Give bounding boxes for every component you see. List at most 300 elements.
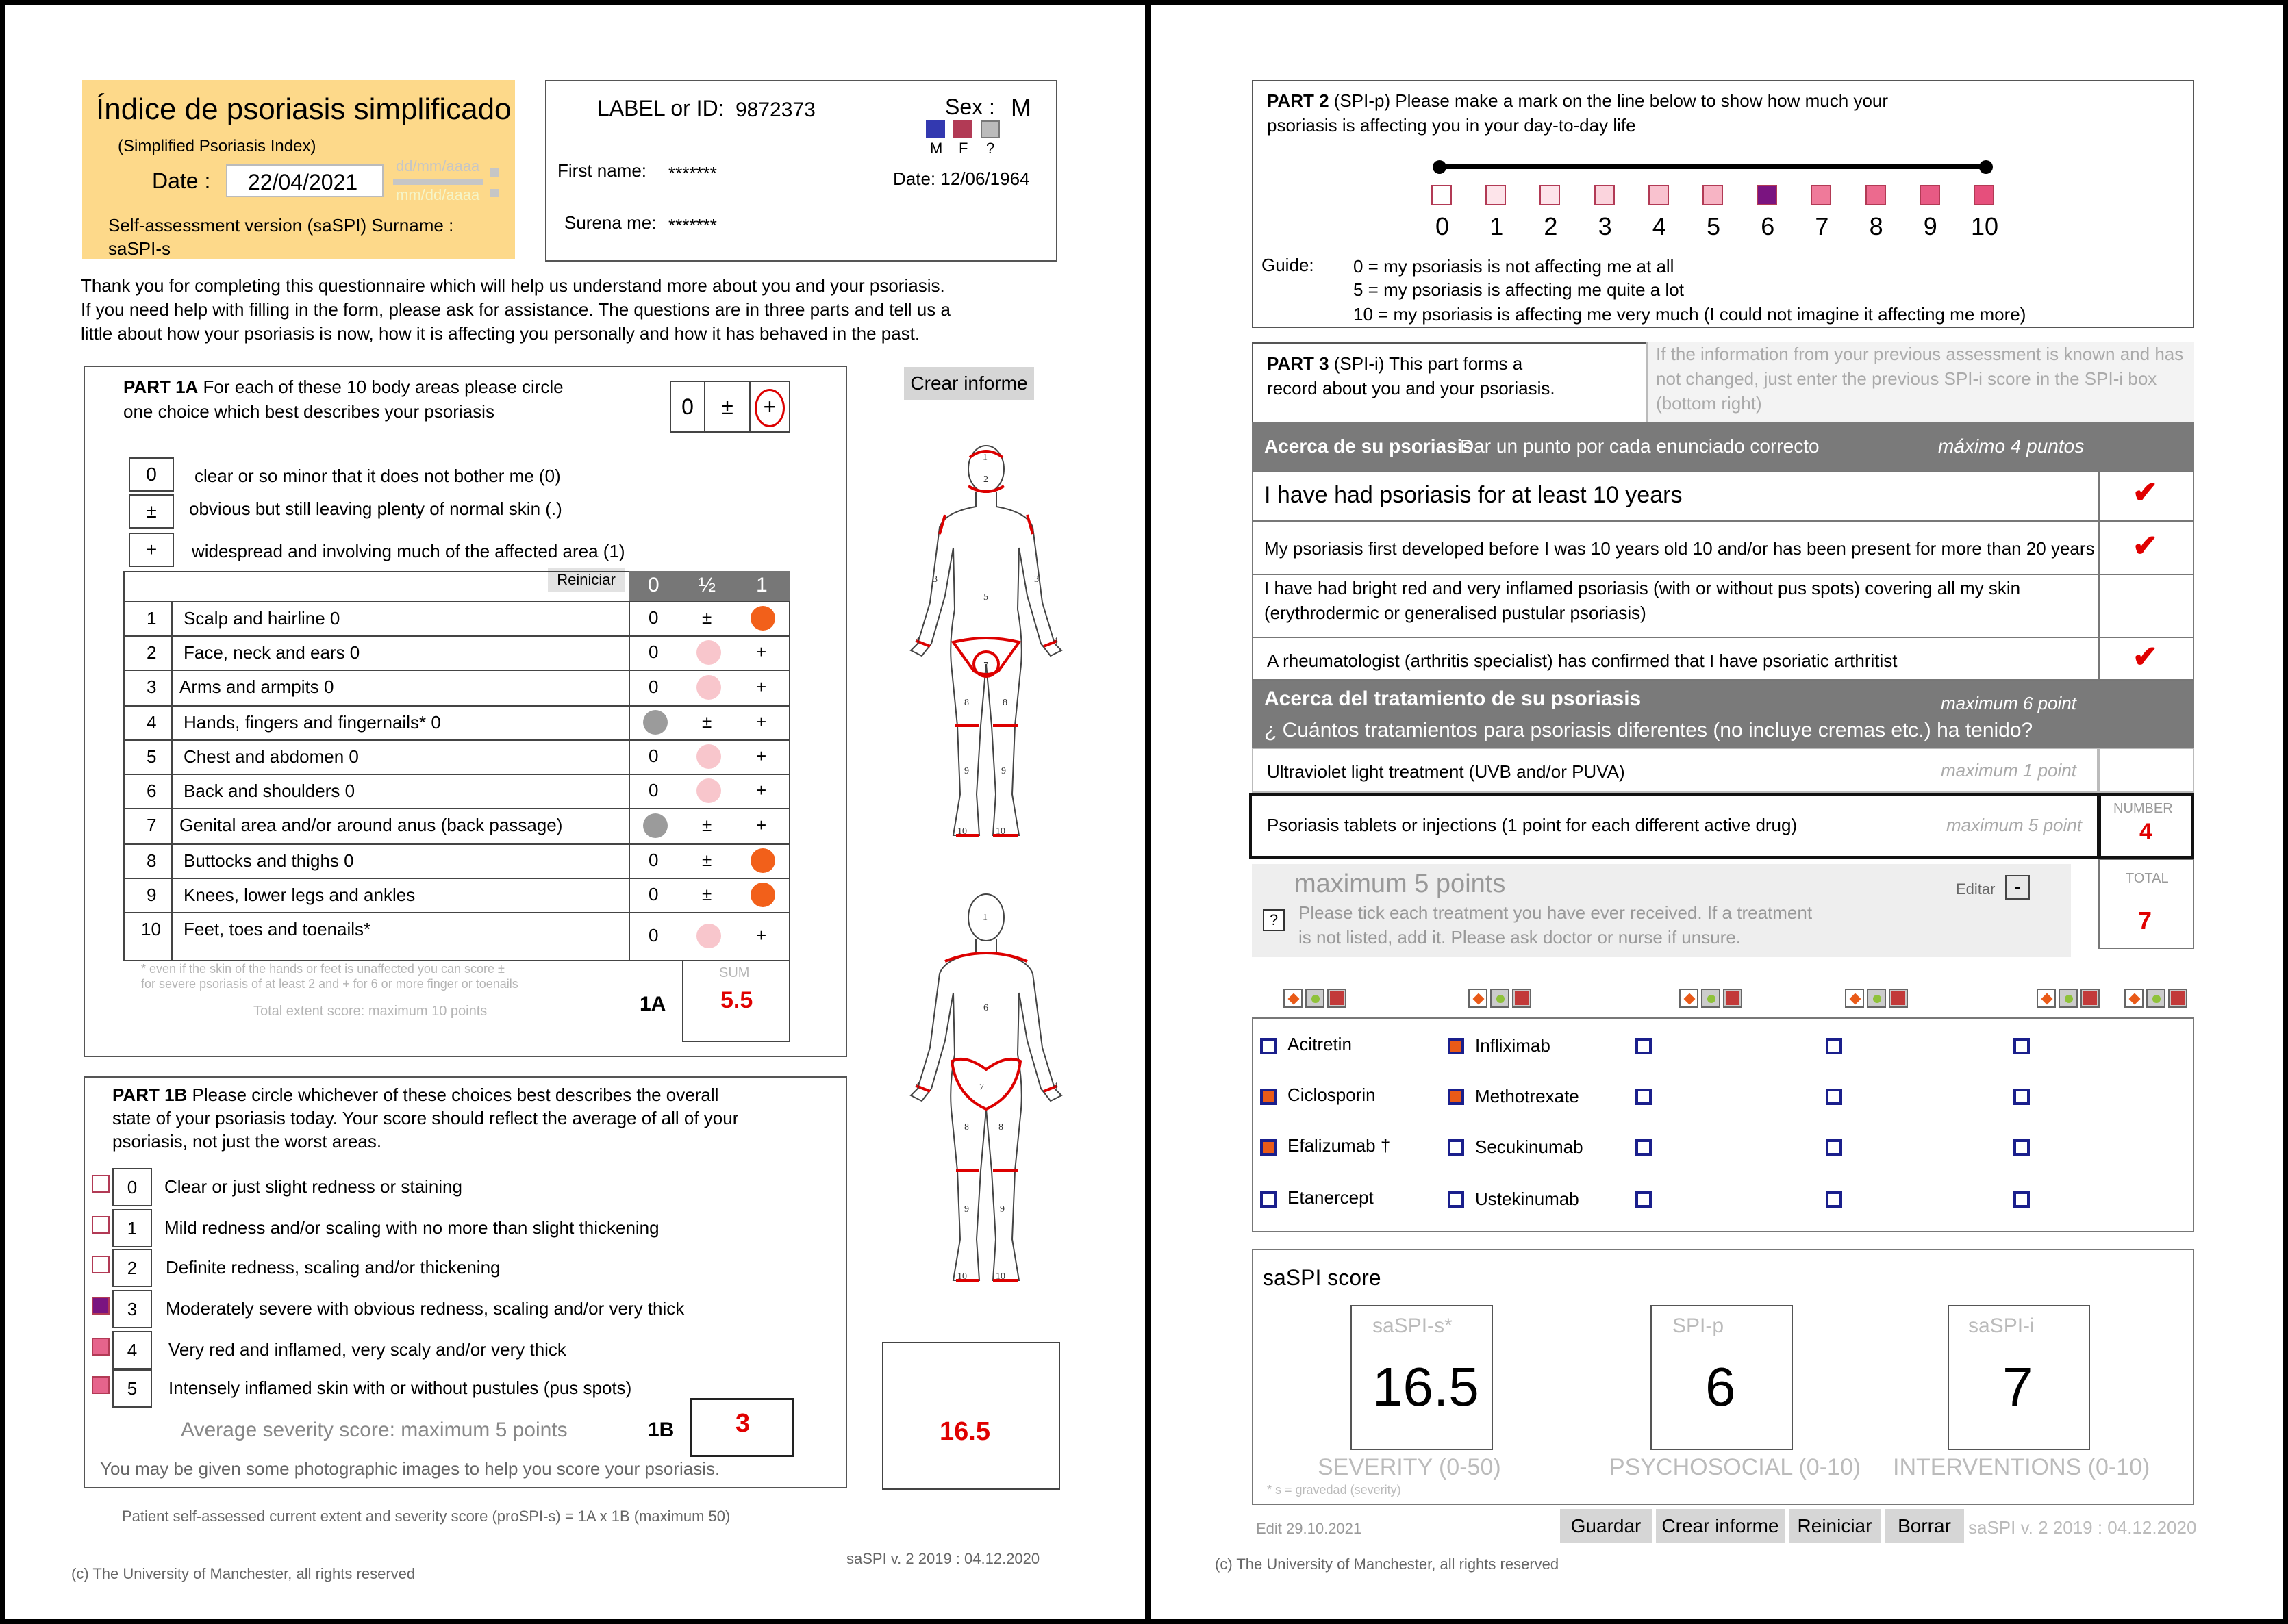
drug-toolbar-square-icon [1330, 991, 1344, 1005]
body-num-8b: 8 [1003, 698, 1007, 708]
statement-sep-2 [1252, 574, 2194, 575]
drug-toolbar-square-button[interactable] [1327, 989, 1346, 1008]
vas-label: 3 [1598, 212, 1612, 240]
area-choice[interactable]: 0 [649, 676, 659, 697]
part1b-text-3: psoriasis, not just the worst areas. [112, 1131, 382, 1152]
area-choice-selected[interactable] [751, 848, 775, 873]
right-version: saSPI v. 2 2019 : 04.12.2020 [1968, 1517, 2197, 1538]
back-num-9a: 9 [964, 1204, 969, 1215]
drug-checkbox[interactable] [1260, 1089, 1277, 1105]
max5-title: maximum 5 points [1294, 870, 1506, 898]
part3-title: PART 3 (SPI-i) This part forms a [1267, 353, 1523, 374]
area-choice[interactable]: ± [702, 884, 712, 904]
total-value: 16.5 [940, 1417, 990, 1446]
back-num-9b: 9 [1000, 1204, 1005, 1215]
vas-label: 2 [1544, 212, 1558, 240]
area-choice-selected[interactable] [751, 883, 775, 907]
vas-line[interactable] [1438, 164, 1986, 169]
drug-toolbar [1845, 989, 1913, 1009]
area-number: 6 [147, 781, 157, 801]
vas-option[interactable] [1757, 185, 1777, 205]
severity-number: 4 [112, 1331, 152, 1369]
drug-toolbar-diamond-button[interactable] [1679, 989, 1698, 1008]
drug-checkbox-empty[interactable] [1826, 1089, 1842, 1105]
area-col-sep [629, 878, 630, 912]
date-label: Date : [152, 168, 211, 193]
area-choice[interactable]: + [756, 711, 767, 732]
statements-divider [2098, 471, 2100, 681]
severity-number: 1 [112, 1209, 152, 1247]
drug-toolbar-diamond-button[interactable] [1283, 989, 1303, 1008]
statement-4-check[interactable]: ✔ [2133, 640, 2158, 674]
drug-toolbar-circle-button[interactable] [1701, 989, 1720, 1008]
score-caption: INTERVENTIONS (0-10) [1893, 1454, 2150, 1480]
part2-text-2: psoriasis is affecting you in your day-to-day life [1267, 115, 1636, 136]
acerca-max: máximo 4 puntos [1938, 435, 2085, 457]
area-choice-selected[interactable] [643, 813, 668, 838]
drug-toolbar-square-icon [1891, 991, 1905, 1005]
drug-checkbox-empty[interactable] [1635, 1139, 1652, 1156]
drug-toolbar-circle-icon [2152, 995, 2161, 1003]
sex-option-f[interactable] [953, 120, 972, 138]
body-num-10b: 10 [996, 826, 1005, 837]
drug-checkbox[interactable] [1448, 1089, 1464, 1105]
severity-text: Intensely inflamed skin with or without pustules (pus spots) [168, 1378, 632, 1398]
severity-option[interactable] [92, 1216, 110, 1234]
tablets-text: Psoriasis tablets or injections (1 point for each different active drug) [1267, 815, 1798, 835]
trat-question: ¿ Cuántos tratamientos para psoriasis diferentes (no incluye cremas etc.) ha tenido? [1264, 719, 2033, 741]
part3-note-2: not changed, just enter the previous SPI-i score in the SPI-i box [1656, 368, 2157, 389]
score-caption: SEVERITY (0-50) [1318, 1454, 1501, 1480]
intro-line-2: If you need help with filling in the form, please ask for assistance. The questions are in three parts and tell us a [81, 299, 951, 320]
label-1a: 1A [640, 993, 666, 1015]
drug-checkbox-empty[interactable] [1635, 1038, 1652, 1054]
drug-label: Secukinumab [1475, 1137, 1583, 1157]
reiniciar-small-button[interactable]: Reiniciar [548, 568, 625, 592]
back-num-7: 7 [979, 1082, 984, 1093]
drug-toolbar-circle-icon [1873, 995, 1881, 1003]
area-num-sep [171, 774, 173, 808]
severity-number: 2 [112, 1249, 152, 1287]
area-col-sep [629, 670, 630, 705]
back-num-6: 6 [983, 1003, 988, 1013]
col-header-0: 0 [648, 574, 659, 596]
left-copyright: (c) The University of Manchester, all rights reserved [71, 1565, 416, 1582]
vas-line-end [1979, 160, 1993, 174]
right-copyright: (c) The University of Manchester, all rights reserved [1215, 1556, 1559, 1573]
body-num-4b: 4 [1053, 636, 1058, 646]
sex-option-label-m: M [930, 140, 943, 157]
tick-note-2: is not listed, add it. Please ask doctor or nurse if unsure. [1298, 927, 1742, 948]
photo-note: You may be given some photographic images to help you score your psoriasis. [100, 1458, 720, 1479]
area-number: 3 [147, 676, 157, 697]
severity-text: Mild redness and/or scaling with no more than slight thickening [164, 1217, 659, 1238]
score-label: saSPI-i [1968, 1315, 2035, 1337]
area-name: Scalp and hairline 0 [184, 608, 340, 629]
part2-title: PART 2 (SPI-p) Please make a mark on the line below to show how much your [1267, 90, 1889, 111]
statement-sep-1 [1252, 520, 2194, 522]
date-hint: dd/mm/aaaa [396, 157, 480, 175]
sum-label: SUM [719, 965, 750, 980]
version-code: saSPI-s [108, 238, 171, 259]
vas-option[interactable] [1811, 185, 1831, 205]
score-value: 16.5 [1372, 1356, 1479, 1417]
area-col-sep [629, 705, 630, 739]
drug-checkbox-empty[interactable] [1826, 1139, 1842, 1156]
part3-text-2: record about you and your psoriasis. [1267, 378, 1555, 398]
severity-option[interactable] [92, 1376, 110, 1394]
drug-checkbox-empty[interactable] [2013, 1191, 2030, 1208]
drug-toolbar-square-icon [2171, 991, 2185, 1005]
guardar-button[interactable]: Guardar [1560, 1509, 1652, 1543]
drug-checkbox-empty[interactable] [1635, 1089, 1652, 1105]
tick-note-1: Please tick each treatment you have ever received. If a treatment [1298, 902, 1813, 923]
drug-toolbar-circle-button[interactable] [2059, 989, 2078, 1008]
drug-toolbar-diamond-button[interactable] [2037, 989, 2056, 1008]
drug-toolbar-circle-icon [1496, 995, 1505, 1003]
area-name: Hands, fingers and fingernails* 0 [184, 712, 441, 733]
drug-checkbox-empty[interactable] [2013, 1139, 2030, 1156]
drug-checkbox-empty[interactable] [1826, 1038, 1842, 1054]
area-choice[interactable]: 0 [649, 850, 659, 870]
legend-plus: + [749, 381, 790, 433]
area-choice[interactable]: + [756, 746, 767, 766]
date-hint-alt: mm/dd/aaaa [396, 186, 480, 203]
acerca-sub: Dar un punto por cada enunciado correcto [1460, 435, 1820, 457]
surname-label: Surena me: [564, 212, 657, 233]
drug-toolbar-square-button[interactable] [1512, 989, 1531, 1008]
drug-toolbar-circle-icon [2065, 995, 2073, 1003]
area-choice[interactable]: 0 [649, 607, 659, 628]
area-col-sep [629, 843, 630, 878]
area-choice[interactable]: 0 [649, 925, 659, 946]
area-choice[interactable]: 0 [649, 780, 659, 800]
statement-3-line-2: (erythrodermic or generalised pustular psoriasis) [1264, 602, 1646, 623]
vas-option[interactable] [1594, 185, 1615, 205]
uv-max: maximum 1 point [1941, 760, 2076, 781]
body-num-9a: 9 [964, 766, 969, 776]
statement-3[interactable]: I have had bright red and very inflamed psoriasis (with or without pus spots) covering all my skin [1264, 578, 2021, 598]
footnote-2: for severe psoriasis of at least 2 and + for 6 or more finger or toenails [141, 977, 518, 991]
severity-option[interactable] [92, 1175, 110, 1193]
area-num-sep [171, 912, 173, 960]
sex-option-label-f: F [959, 140, 968, 157]
drug-label: Ciclosporin [1287, 1084, 1376, 1105]
back-num-4a: 4 [915, 1081, 920, 1091]
scale-plus-text: widespread and involving much of the affected area (1) [192, 541, 625, 561]
total-box [882, 1342, 1060, 1490]
drug-toolbar-diamond-icon [2041, 993, 2053, 1005]
statement-2-check[interactable]: ✔ [2133, 529, 2158, 563]
vas-label: 1 [1489, 212, 1504, 240]
drug-toolbar-diamond-button[interactable] [1845, 989, 1864, 1008]
area-number: 5 [147, 746, 157, 767]
drug-toolbar-square-button[interactable] [2080, 989, 2100, 1008]
drug-toolbar-diamond-icon [1684, 993, 1696, 1005]
scale-plusminus-text: obvious but still leaving plenty of normal skin (.) [189, 498, 562, 519]
area-choice[interactable]: 0 [649, 642, 659, 662]
area-number: 9 [147, 885, 157, 905]
area-num-sep [171, 670, 173, 705]
drug-checkbox[interactable] [1448, 1191, 1464, 1208]
drug-checkbox-empty[interactable] [1826, 1191, 1842, 1208]
area-num-sep [171, 808, 173, 843]
drug-toolbar-circle-button[interactable] [1305, 989, 1324, 1008]
drug-label: Efalizumab † [1287, 1135, 1391, 1156]
area-number: 7 [147, 815, 157, 835]
area-choice-selected[interactable] [751, 606, 775, 631]
drug-checkbox[interactable] [1448, 1038, 1464, 1054]
drug-label: Ustekinumab [1475, 1189, 1579, 1209]
edit-date: Edit 29.10.2021 [1256, 1520, 1362, 1537]
area-choice[interactable]: ± [702, 850, 712, 870]
area-number: 8 [147, 850, 157, 871]
vas-option[interactable] [1431, 185, 1452, 205]
drug-checkbox[interactable] [1260, 1139, 1277, 1156]
vas-label: 6 [1761, 212, 1775, 240]
part3-note-1: If the information from your previous assessment is known and has [1656, 344, 2184, 364]
vas-label: 5 [1707, 212, 1721, 240]
area-choice-selected[interactable] [696, 924, 721, 948]
vas-label: 9 [1923, 212, 1937, 240]
drug-toolbar [1679, 989, 1748, 1009]
trat-title: Acerca del tratamiento de su psoriasis [1264, 687, 1642, 710]
body-num-8a: 8 [964, 698, 969, 708]
vas-option[interactable] [1920, 185, 1940, 205]
drug-label: Infliximab [1475, 1035, 1550, 1056]
vas-option[interactable] [1702, 185, 1723, 205]
editar-label: Editar [1956, 880, 1996, 898]
label-id-value: 9872373 [736, 99, 816, 121]
drug-toolbar [1468, 989, 1537, 1009]
number-value: 4 [2139, 819, 2152, 845]
crear-informe-button[interactable]: Crear informe [904, 367, 1034, 400]
area-number: 2 [147, 642, 157, 663]
first-name-value: ******* [668, 163, 717, 183]
area-num-sep [171, 705, 173, 739]
sex-value: M [1011, 93, 1031, 121]
drug-checkbox-empty[interactable] [1635, 1191, 1652, 1208]
vas-option[interactable] [1485, 185, 1506, 205]
area-choice[interactable]: 0 [649, 884, 659, 904]
area-choice[interactable]: + [756, 815, 767, 835]
drug-toolbar [1283, 989, 1352, 1009]
area-choice-selected[interactable] [696, 675, 721, 700]
drug-toolbar-diamond-button[interactable] [2124, 989, 2144, 1008]
area-name: Chest and abdomen 0 [184, 746, 359, 767]
area-choice-selected[interactable] [696, 744, 721, 769]
score-caption: PSYCHOSOCIAL (0-10) [1609, 1454, 1861, 1480]
total-value-right: 7 [2138, 906, 2152, 935]
area-choice[interactable]: + [756, 780, 767, 800]
sex-option-unknown[interactable] [981, 120, 1000, 138]
help-button[interactable]: ? [1263, 909, 1285, 931]
drug-toolbar-square-button[interactable] [1723, 989, 1742, 1008]
part1a-text-2: one choice which best describes your psoriasis [123, 401, 494, 422]
area-col-sep [629, 808, 630, 843]
legend-zero: 0 [670, 381, 705, 433]
drugs-box [1252, 1017, 2194, 1232]
severity-text: Clear or just slight redness or staining [164, 1176, 462, 1197]
body-num-5: 5 [983, 592, 988, 602]
area-name: Genital area and/or around anus (back passage) [179, 815, 563, 835]
area-num-sep [171, 843, 173, 878]
area-choice[interactable]: + [756, 642, 767, 662]
area-num-sep [171, 739, 173, 774]
borrar-button[interactable]: Borrar [1885, 1509, 1964, 1543]
score-title: saSPI score [1263, 1265, 1381, 1290]
drug-toolbar-circle-button[interactable] [2146, 989, 2165, 1008]
area-choice[interactable]: ± [702, 711, 712, 732]
statement-4[interactable]: A rheumatologist (arthritis specialist) has confirmed that I have psoriatic arthritist [1267, 650, 1898, 671]
area-num-sep [171, 601, 173, 635]
vas-label: 0 [1435, 212, 1450, 240]
date-hint-bar [393, 179, 483, 185]
drug-toolbar-square-button[interactable] [1889, 989, 1908, 1008]
area-choice[interactable]: ± [702, 815, 712, 835]
area-choice-selected[interactable] [643, 710, 668, 735]
area-choice[interactable]: + [756, 925, 767, 946]
severity-number: 3 [112, 1290, 152, 1328]
statement-1[interactable]: I have had psoriasis for at least 10 years [1264, 482, 1683, 508]
date-toggle-1[interactable] [490, 168, 499, 177]
area-num-sep [171, 635, 173, 670]
surname-value: ******* [668, 215, 717, 236]
drug-checkbox-empty[interactable] [2013, 1089, 2030, 1105]
area-number: 1 [147, 608, 157, 629]
area-choice[interactable]: 0 [649, 746, 659, 766]
crear-informe-bottom-button[interactable]: Crear informe [1656, 1509, 1785, 1543]
drug-toolbar-circle-button[interactable] [1867, 989, 1886, 1008]
area-col-sep [629, 739, 630, 774]
back-num-1: 1 [983, 913, 988, 923]
guide-line-5: 5 = my psoriasis is affecting me quite a lot [1353, 279, 1684, 300]
prospi-note: Patient self-assessed current extent and severity score (proSPI-s) = 1A x 1B (maximum 50) [122, 1508, 731, 1525]
avg-label: Average severity score: maximum 5 points [181, 1419, 568, 1441]
severity-option[interactable] [92, 1297, 110, 1315]
trat-max: maximum 6 point [1941, 693, 2076, 713]
col-header-1: 1 [756, 574, 768, 596]
dob-label: Date: 12/06/1964 [893, 168, 1030, 189]
minus-button[interactable]: - [2005, 875, 2030, 900]
severity-option[interactable] [92, 1256, 110, 1273]
drug-toolbar [2124, 989, 2193, 1009]
severity-option[interactable] [92, 1338, 110, 1356]
body-num-9b: 9 [1001, 766, 1006, 776]
sex-option-m[interactable] [926, 120, 945, 138]
area-col-sep [629, 635, 630, 670]
acerca-title: Acerca de su psoriasis [1264, 435, 1474, 457]
part1b-title: PART 1B Please circle whichever of these choices best describes the overall [112, 1084, 719, 1105]
score-value: 7 [2002, 1356, 2033, 1417]
guide-line-0: 0 = my psoriasis is not affecting me at all [1353, 256, 1674, 277]
col-header-half: ½ [699, 574, 716, 596]
first-name-label: First name: [557, 160, 647, 181]
total-label: TOTAL [2126, 871, 2169, 886]
footnote-1: * even if the skin of the hands or feet is unaffected you can score ± [141, 962, 505, 976]
drug-checkbox-empty[interactable] [2013, 1038, 2030, 1054]
area-choice[interactable]: ± [702, 607, 712, 628]
sum-value: 5.5 [720, 987, 753, 1013]
statement-1-check[interactable]: ✔ [2133, 476, 2158, 509]
drug-checkbox[interactable] [1448, 1139, 1464, 1156]
drug-toolbar-circle-icon [1707, 995, 1715, 1003]
uv-text: Ultraviolet light treatment (UVB and/or PUVA) [1267, 761, 1625, 782]
drug-toolbar-circle-button[interactable] [1490, 989, 1509, 1008]
number-label: NUMBER [2113, 801, 2173, 816]
vas-line-start [1433, 160, 1446, 174]
drug-toolbar-diamond-icon [2129, 993, 2141, 1005]
back-num-8a: 8 [964, 1122, 969, 1132]
area-choice-selected[interactable] [696, 640, 721, 665]
drug-toolbar-square-icon [1726, 991, 1739, 1005]
severity-text: Definite redness, scaling and/or thickening [166, 1257, 501, 1278]
back-num-10b: 10 [996, 1271, 1005, 1282]
vas-option[interactable] [1865, 185, 1886, 205]
area-number: 10 [141, 919, 161, 939]
drug-toolbar-diamond-icon [1473, 993, 1485, 1005]
part3-note-3: (bottom right) [1656, 393, 1762, 414]
tablets-max: maximum 5 point [1946, 815, 2082, 835]
date-toggle-2[interactable] [490, 189, 499, 197]
vas-option[interactable] [1539, 185, 1560, 205]
vas-option[interactable] [1648, 185, 1669, 205]
statement-sep-3 [1252, 637, 2194, 638]
intro-line-3: little about how your psoriasis is now, how it is affecting you personally and how it has behaved in the past. [81, 323, 920, 344]
uv-input[interactable] [2098, 748, 2194, 793]
drug-toolbar-square-icon [2083, 991, 2097, 1005]
body-num-7: 7 [983, 661, 988, 671]
area-name: Feet, toes and toenails* [184, 919, 371, 939]
area-number: 4 [147, 712, 157, 733]
left-version: saSPI v. 2 2019 : 04.12.2020 [846, 1550, 1040, 1567]
body-num-3a: 3 [933, 574, 938, 585]
back-num-8b: 8 [998, 1122, 1003, 1132]
vas-option[interactable] [1974, 185, 1994, 205]
value-1b: 3 [736, 1409, 751, 1438]
date-input[interactable]: 22/04/2021 [226, 164, 384, 197]
statement-2[interactable]: My psoriasis first developed before I was 10 years old 10 and/or has been present for more than 20 years [1264, 538, 2095, 559]
form-title: Índice de psoriasis simplificado [96, 92, 512, 126]
form-subtitle: (Simplified Psoriasis Index) [118, 137, 316, 155]
body-num-10a: 10 [957, 826, 967, 837]
drug-label: Etanercept [1287, 1187, 1374, 1208]
body-figure-front [877, 438, 1096, 849]
vas-label: 4 [1652, 212, 1666, 240]
total-extent-note: Total extent score: maximum 10 points [253, 1004, 488, 1019]
severity-number: 0 [112, 1168, 152, 1206]
drug-checkbox[interactable] [1260, 1038, 1277, 1054]
area-choice-selected[interactable] [696, 778, 721, 803]
area-num-sep [171, 878, 173, 912]
back-num-10a: 10 [957, 1271, 967, 1282]
drug-toolbar-diamond-icon [1850, 993, 1861, 1005]
body-num-3b: 3 [1034, 574, 1039, 585]
scale-plusminus-box: ± [129, 494, 174, 529]
severity-text: Moderately severe with obvious redness, scaling and/or very thick [166, 1298, 685, 1319]
drug-checkbox[interactable] [1260, 1191, 1277, 1208]
version-line: Self-assessment version (saSPI) Surname : [108, 215, 454, 236]
area-col-sep [629, 912, 630, 960]
drug-toolbar-square-button[interactable] [2168, 989, 2187, 1008]
reiniciar-button[interactable]: Reiniciar [1789, 1509, 1881, 1543]
area-choice[interactable]: + [756, 676, 767, 697]
body-figure-back [877, 890, 1096, 1287]
area-name: Back and shoulders 0 [184, 781, 355, 801]
area-name: Face, neck and ears 0 [184, 642, 360, 663]
area-name: Arms and armpits 0 [179, 676, 334, 697]
drug-toolbar-diamond-button[interactable] [1468, 989, 1487, 1008]
